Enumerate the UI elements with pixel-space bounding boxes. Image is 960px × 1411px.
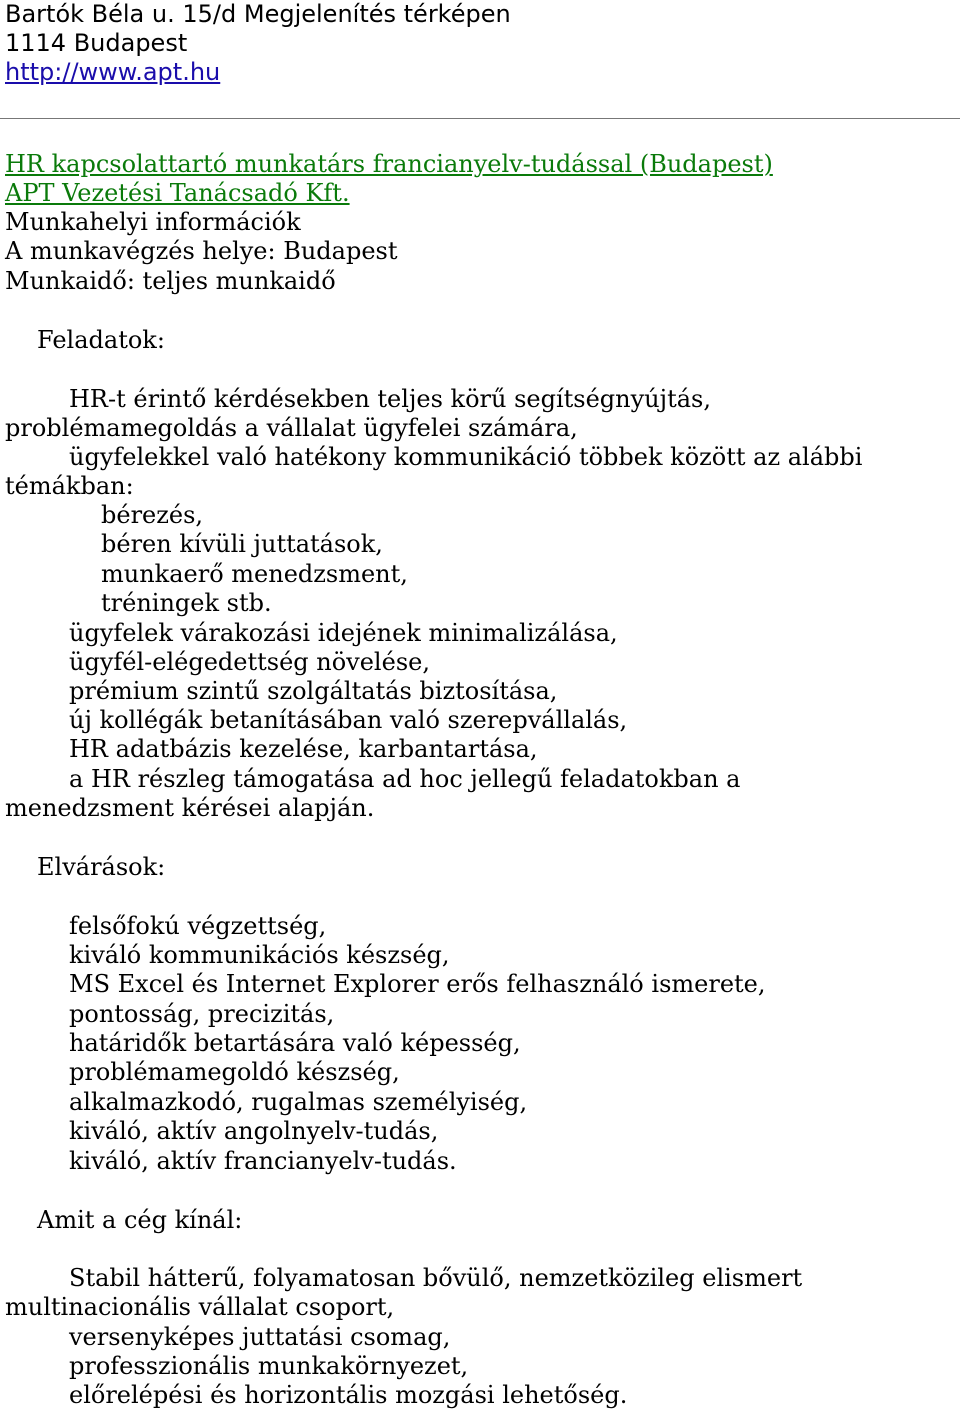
offer-line: multinacionális vállalat csoport, bbox=[5, 1293, 395, 1321]
street-address: Bartók Béla u. 15/d bbox=[5, 0, 237, 28]
city-line: 1114 Budapest bbox=[5, 29, 188, 57]
offer-heading: Amit a cég kínál: bbox=[37, 1206, 243, 1234]
requirement-line: határidők betartására való képesség, bbox=[69, 1029, 521, 1057]
tasks-heading: Feladatok: bbox=[37, 326, 165, 354]
task-line: HR adatbázis kezelése, karbantartása, bbox=[69, 735, 538, 763]
website-line bbox=[5, 58, 220, 87]
task-line: témákban: bbox=[5, 472, 134, 500]
task-line: problémamegoldás a vállalat ügyfelei számára, bbox=[5, 414, 578, 442]
requirement-line: kiváló kommunikációs készség, bbox=[69, 941, 450, 969]
offer-line: Stabil hátterű, folyamatosan bővülő, nemzetközileg elismert bbox=[69, 1264, 803, 1292]
offer-line: előrelépési és horizontális mozgási lehetőség. bbox=[69, 1381, 628, 1409]
task-line: prémium szintű szolgáltatás biztosítása, bbox=[69, 677, 558, 705]
requirement-line: kiváló, aktív angolnyelv-tudás, bbox=[69, 1117, 439, 1145]
task-line: ügyfelekkel való hatékony kommunikáció többek között az alábbi bbox=[69, 443, 863, 471]
website-link[interactable]: http://www.apt.hu bbox=[5, 58, 221, 86]
offer-line: professzionális munkakörnyezet, bbox=[69, 1352, 469, 1380]
company-name[interactable]: APT Vezetési Tanácsadó Kft. bbox=[5, 179, 350, 207]
task-subitem: munkaerő menedzsment, bbox=[101, 560, 408, 588]
map-link[interactable]: Megjelenítés térképen bbox=[243, 0, 511, 28]
info-heading: Munkahelyi információk bbox=[5, 208, 301, 236]
requirement-line: kiváló, aktív francianyelv-tudás. bbox=[69, 1147, 457, 1175]
requirement-line: MS Excel és Internet Explorer erős felhasználó ismerete, bbox=[69, 970, 766, 998]
task-subitem: bérezés, bbox=[101, 501, 204, 529]
requirement-line: felsőfokú végzettség, bbox=[69, 912, 327, 940]
requirement-line: alkalmazkodó, rugalmas személyiség, bbox=[69, 1088, 528, 1116]
work-hours: Munkaidő: teljes munkaidő bbox=[5, 267, 336, 295]
divider bbox=[0, 118, 960, 119]
task-line: ügyfelek várakozási idejének minimalizálása, bbox=[69, 619, 618, 647]
address-line bbox=[5, 0, 511, 29]
task-line: menedzsment kérései alapján. bbox=[5, 794, 375, 822]
task-line: a HR részleg támogatása ad hoc jellegű feladatokban a bbox=[69, 765, 741, 793]
requirement-line: problémamegoldó készség, bbox=[69, 1058, 400, 1086]
task-line: ügyfél-elégedettség növelése, bbox=[69, 648, 430, 676]
offer-line: versenyképes juttatási csomag, bbox=[69, 1323, 451, 1351]
work-location: A munkavégzés helye: Budapest bbox=[5, 237, 398, 265]
job-title[interactable]: HR kapcsolattartó munkatárs francianyelv-tudással (Budapest) bbox=[5, 150, 773, 178]
task-subitem: béren kívüli juttatások, bbox=[101, 530, 383, 558]
task-subitem: tréningek stb. bbox=[101, 589, 272, 617]
requirement-line: pontosság, precizitás, bbox=[69, 1000, 335, 1028]
task-line: HR-t érintő kérdésekben teljes körű segítségnyújtás, bbox=[69, 385, 711, 413]
task-line: új kollégák betanításában való szerepvállalás, bbox=[69, 706, 628, 734]
requirements-heading: Elvárások: bbox=[37, 853, 166, 881]
